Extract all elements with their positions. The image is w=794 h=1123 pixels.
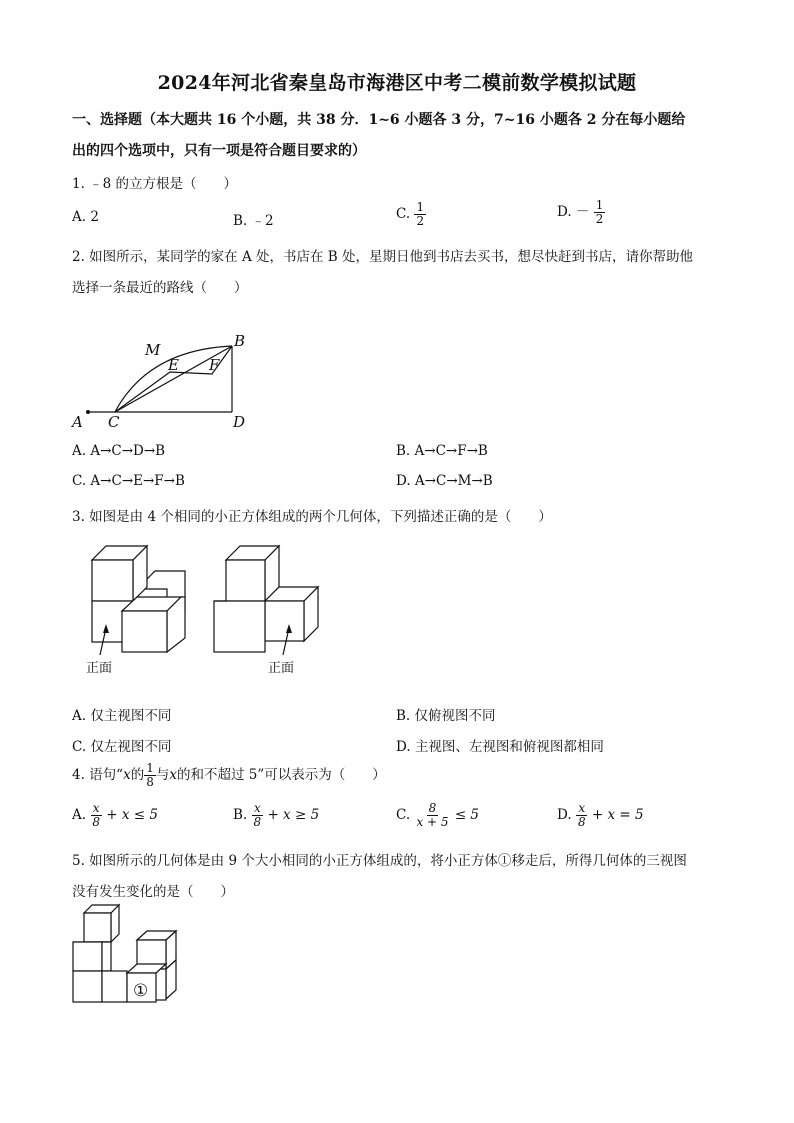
q3-option-c: C. 仅左视图不同 — [72, 739, 172, 755]
label-b: B — [234, 332, 246, 350]
q4-stem: 4. 语句“x的 $\frac{1}{8}$ 与x的和不超过 5”可以表示为（ ） — [72, 761, 386, 789]
q3-option-b: B. 仅俯视图不同 — [396, 708, 496, 724]
q2-option-c: C. A→C→E→F→B — [72, 473, 185, 489]
front-label-2: 正面 — [268, 661, 295, 676]
q4-option-b: B. $\frac{x}{8}$ + x ≥ 5 — [233, 801, 320, 829]
q4-option-d: D. $\frac{x}{8}$ + x = 5 — [557, 801, 644, 829]
q5-stem-line1: 5. 如图所示的几何体是由 9 个大小相同的小正方体组成的，将小正方体①移走后，所得几何体的三视图 — [72, 853, 687, 869]
cube-1-label: ① — [133, 981, 149, 1001]
q1-option-b: B. ﹣2 — [233, 213, 274, 229]
q5-stem-line2: 没有发生变化的是（ ） — [72, 884, 234, 900]
q1-option-d: D. － $\frac{1}{2}$ — [557, 198, 604, 226]
q2-option-a: A. A→C→D→B — [72, 443, 166, 459]
q2-stem-line1: 2. 如图所示，某同学的家在 A 处，书店在 B 处，星期日他到书店去买书，想尽快赶到书店，请你帮助他 — [72, 249, 694, 265]
q2-stem-line2: 选择一条最近的路线（ ） — [72, 280, 248, 296]
q1-option-a: A. 2 — [72, 209, 99, 225]
section-heading-line2: 出的四个选项中，只有一项是符合题目要求的） — [72, 143, 366, 159]
q3-option-a: A. 仅主视图不同 — [72, 708, 172, 724]
q3-option-d: D. 主视图、左视图和俯视图都相同 — [396, 739, 604, 755]
label-d: D — [233, 413, 246, 431]
q1-option-c: C. $\frac{1}{2}$ — [396, 200, 425, 228]
label-f: F — [209, 356, 220, 374]
q4-option-a: A. $\frac{x}{8}$ + x ≤ 5 — [72, 801, 158, 829]
q2-option-b: B. A→C→F→B — [396, 443, 488, 459]
front-label-1: 正面 — [86, 661, 113, 676]
q4-option-c: C. $\frac{8}{x + 5}$ ≤ 5 — [396, 801, 480, 829]
label-a: A — [72, 413, 83, 431]
label-m: M — [145, 341, 161, 359]
page-title: 2024年河北省秦皇岛市海港区中考二模前数学模拟试题 — [157, 72, 637, 94]
label-c: C — [108, 413, 120, 431]
q1-stem: 1. ﹣8 的立方根是（ ） — [72, 176, 238, 192]
section-heading-line1: 一、选择题（本大题共 16 个小题，共 38 分．1~6 小题各 3 分，7~16 小题各 2 分在每小题给 — [72, 112, 686, 128]
label-e: E — [168, 356, 179, 374]
q3-stem: 3. 如图是由 4 个相同的小正方体组成的两个几何体，下列描述正确的是（ ） — [72, 509, 552, 525]
q2-option-d: D. A→C→M→B — [396, 473, 493, 489]
